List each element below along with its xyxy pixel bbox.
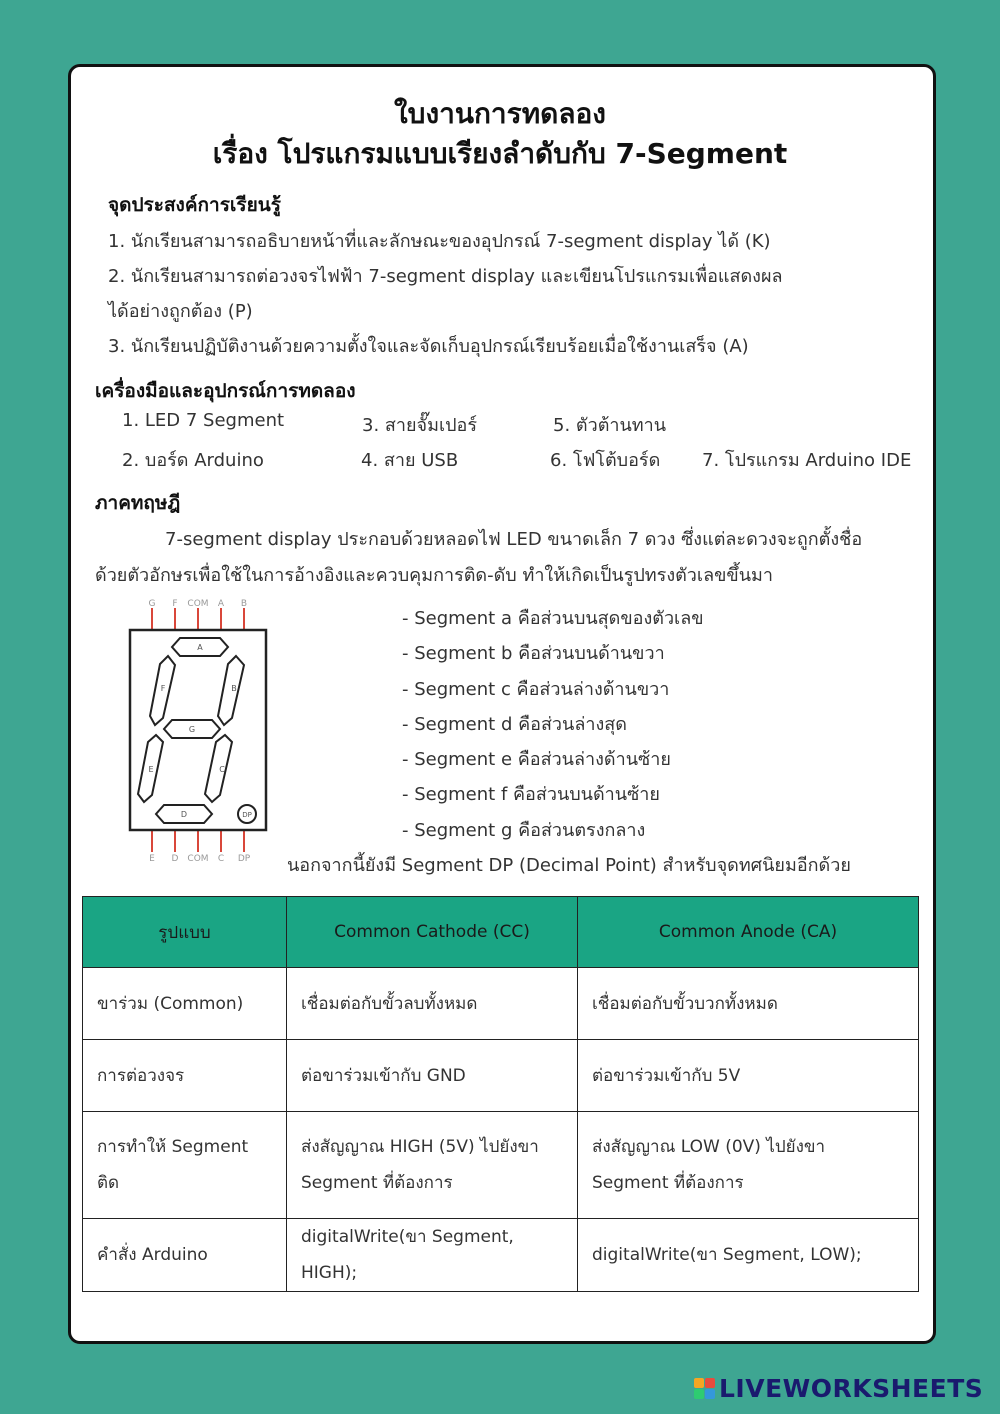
page-subtitle: เรื่อง โปรแกรมแบบเรียงลำดับกับ 7-Segment (212, 137, 788, 170)
equipment-item: 2. บอร์ด Arduino (122, 450, 264, 471)
objective-item: 3. นักเรียนปฏิบัติงานด้วยความตั้งใจและจัดเก็บอุปกรณ์เรียบร้อยเมื่อใช้งานเสร็จ (A) (108, 336, 749, 357)
page-title: ใบงานการทดลอง (394, 97, 606, 130)
table-cell: ส่งสัญญาณ LOW (0V) ไปยังขา Segment ที่ต้องการ (578, 1112, 919, 1219)
pin-label: E (149, 854, 155, 864)
theory-paragraph: 7-segment display ประกอบด้วยหลอดไฟ LED ขนาดเล็ก 7 ดวง ซึ่งแต่ละดวงจะถูกตั้งชื่อ (165, 529, 863, 550)
objective-item: 2. นักเรียนสามารถต่อวงจรไฟฟ้า 7-segment display และเขียนโปรแกรมเพื่อแสดงผล (108, 266, 783, 287)
svg-text:E: E (148, 765, 154, 774)
segment-description: - Segment f คือส่วนบนด้านซ้าย (402, 784, 660, 805)
pin-label: COM (187, 599, 209, 609)
pin-label: A (217, 599, 225, 609)
pin-label: D (171, 854, 179, 864)
svg-text:A: A (197, 643, 203, 652)
equipment-heading: เครื่องมือและอุปกรณ์การทดลอง (95, 380, 356, 402)
comparison-table (82, 896, 919, 1292)
svg-text:D: D (180, 810, 188, 819)
pin-label: B (240, 599, 248, 609)
table-cell: คำสั่ง Arduino (83, 1219, 287, 1292)
theory-heading: ภาคทฤษฎี (95, 492, 181, 514)
equipment-item: 4. สาย USB (361, 450, 459, 471)
table-header: Common Anode (CA) (578, 897, 919, 968)
svg-text:DP: DP (242, 811, 252, 819)
objectives-heading: จุดประสงค์การเรียนรู้ (108, 194, 281, 216)
equipment-item: 5. ตัวต้านทาน (553, 415, 667, 436)
table-header-row (83, 897, 919, 968)
brand-text: LIVEWORKSHEETS (719, 1374, 984, 1403)
segment-description: - Segment d คือส่วนล่างสุด (402, 714, 627, 735)
table-row (83, 1040, 919, 1112)
table-header: Common Cathode (CC) (287, 897, 578, 968)
table-cell: เชื่อมต่อกับขั้วบวกทั้งหมด (578, 968, 919, 1040)
equipment-item: 3. สายจั๊มเปอร์ (362, 415, 478, 436)
pin-label: F (172, 599, 178, 609)
liveworksheets-icon (694, 1378, 715, 1399)
segment-description: - Segment b คือส่วนบนด้านขวา (402, 643, 665, 664)
segment-description: - Segment e คือส่วนล่างด้านซ้าย (402, 749, 671, 770)
objective-item: 1. นักเรียนสามารถอธิบายหน้าที่และลักษณะของอุปกรณ์ 7-segment display ได้ (K) (108, 231, 771, 252)
segment-description: - Segment c คือส่วนล่างด้านขวา (402, 679, 670, 700)
dp-note: นอกจากนี้ยังมี Segment DP (Decimal Point) สำหรับจุดทศนิยมอีกด้วย (287, 855, 851, 876)
equipment-item: 7. โปรแกรม Arduino IDE (702, 450, 912, 471)
table-cell: การทำให้ Segment ติด (83, 1112, 287, 1219)
table-cell: ขาร่วม (Common) (83, 968, 287, 1040)
segment-description: - Segment g คือส่วนตรงกลาง (402, 820, 646, 841)
svg-text:B: B (231, 684, 237, 693)
table-cell: เชื่อมต่อกับขั้วลบทั้งหมด (287, 968, 578, 1040)
svg-text:F: F (160, 684, 166, 693)
table-row (83, 1219, 919, 1292)
pin-label: COM (187, 854, 209, 864)
table-cell: ต่อขาร่วมเข้ากับ 5V (578, 1040, 919, 1112)
table-cell: ต่อขาร่วมเข้ากับ GND (287, 1040, 578, 1112)
table-cell: ส่งสัญญาณ HIGH (5V) ไปยังขา Segment ที่ต้องการ (287, 1112, 578, 1219)
seven-segment-diagram (120, 596, 280, 866)
equipment-item: 6. โฟโต้บอร์ด (550, 450, 661, 471)
svg-text:G: G (188, 725, 196, 734)
table-cell: การต่อวงจร (83, 1040, 287, 1112)
pin-label: G (148, 599, 156, 609)
theory-paragraph: ด้วยตัวอักษรเพื่อใช้ในการอ้างอิงและควบคุมการติด-ดับ ทำให้เกิดเป็นรูปทรงตัวเลขขึ้นมา (95, 565, 773, 586)
table-cell: digitalWrite(ขา Segment, LOW); (578, 1219, 919, 1292)
segment-description: - Segment a คือส่วนบนสุดของตัวเลข (402, 608, 704, 629)
equipment-item: 1. LED 7 Segment (122, 410, 285, 431)
pin-label: C (217, 854, 225, 864)
liveworksheets-logo[interactable] (694, 1374, 983, 1403)
table-cell: digitalWrite(ขา Segment, HIGH); (287, 1219, 578, 1292)
table-row (83, 968, 919, 1040)
table-header: รูปแบบ (83, 897, 287, 968)
objective-item: ได้อย่างถูกต้อง (P) (108, 301, 253, 322)
pin-label: DP (237, 854, 251, 864)
table-row (83, 1112, 919, 1219)
svg-text:C: C (219, 765, 225, 774)
